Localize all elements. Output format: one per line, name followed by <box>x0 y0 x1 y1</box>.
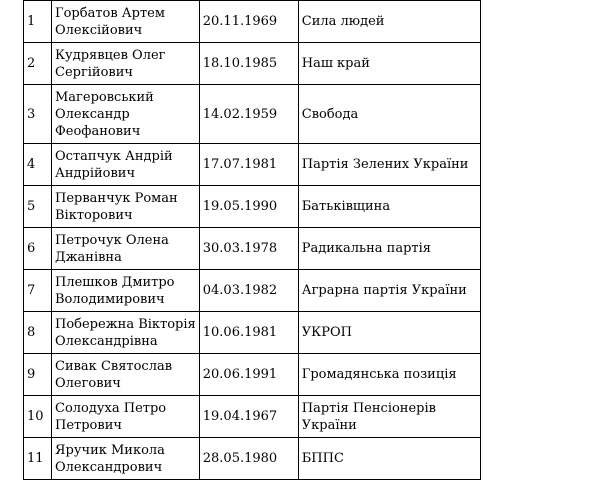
party-name <box>298 43 480 85</box>
name-line: Джанівна <box>55 249 122 265</box>
table-row <box>24 228 481 270</box>
birth-date: 17.07.1981 <box>199 144 298 186</box>
party-name <box>298 1 480 43</box>
candidate-name <box>52 354 200 396</box>
name-line: Плешков Дмитро <box>55 274 175 290</box>
party-name <box>298 85 480 144</box>
row-number: 3 <box>24 85 52 144</box>
candidate-name <box>52 228 200 270</box>
candidate-name <box>52 43 200 85</box>
party-text: БППС <box>301 451 344 466</box>
name-line: Остапчук Андрій <box>55 148 173 164</box>
table-row <box>24 438 481 480</box>
row-number: 11 <box>24 438 52 480</box>
candidate-name <box>52 312 200 354</box>
party-name <box>298 228 480 270</box>
row-number: 10 <box>24 396 52 438</box>
party-name <box>298 354 480 396</box>
name-line: Петрочук Олена <box>55 232 169 248</box>
candidate-name <box>52 144 200 186</box>
name-line: Магеровський <box>55 89 154 105</box>
name-line: Олексійович <box>55 22 143 38</box>
name-line: Олександрівна <box>55 333 158 349</box>
candidate-name <box>52 396 200 438</box>
candidate-name <box>52 85 200 144</box>
party-text: Батьківщина <box>301 199 391 214</box>
name-line: Олександрович <box>55 459 163 475</box>
name-line: Олександр <box>55 106 130 122</box>
birth-date: 28.05.1980 <box>199 438 298 480</box>
table-row <box>24 43 481 85</box>
table-row <box>24 312 481 354</box>
party-text: Аграрна партія України <box>301 283 467 298</box>
birth-date: 20.11.1969 <box>199 1 298 43</box>
table-row <box>24 354 481 396</box>
party-text: Радикальна партія <box>301 241 431 256</box>
row-number: 4 <box>24 144 52 186</box>
party-text: Громадянська позиція <box>301 367 457 382</box>
table-row <box>24 85 481 144</box>
name-line: Сивак Святослав <box>55 358 173 374</box>
name-line: Яручик Микола <box>55 442 165 458</box>
name-line: Петрович <box>55 417 122 433</box>
row-number: 7 <box>24 270 52 312</box>
party-text: УКРОП <box>301 325 352 340</box>
row-number: 9 <box>24 354 52 396</box>
name-line: Олегович <box>55 375 121 391</box>
candidate-name <box>52 1 200 43</box>
birth-date: 10.06.1981 <box>199 312 298 354</box>
row-number: 6 <box>24 228 52 270</box>
row-number: 8 <box>24 312 52 354</box>
name-line: Побережна Вікторія <box>55 316 196 332</box>
name-line: Горбатов Артем <box>55 5 165 21</box>
table-row <box>24 1 481 43</box>
birth-date: 04.03.1982 <box>199 270 298 312</box>
name-line: Кудрявцев Олег <box>55 47 166 63</box>
name-line: Андрійович <box>55 165 136 181</box>
party-name <box>298 312 480 354</box>
birth-date: 14.02.1959 <box>199 85 298 144</box>
party-name <box>298 186 480 228</box>
row-number: 2 <box>24 43 52 85</box>
candidate-name <box>52 186 200 228</box>
name-line: Перванчук Роман <box>55 190 178 206</box>
party-text: Наш край <box>301 56 370 71</box>
name-line: Сергійович <box>55 64 133 80</box>
party-text: Партія Пенсіонерів України <box>301 400 436 433</box>
table-row <box>24 144 481 186</box>
row-number: 5 <box>24 186 52 228</box>
candidates-table-body <box>24 1 481 480</box>
party-name <box>298 396 480 438</box>
candidate-name <box>52 438 200 480</box>
name-line: Солодуха Петро <box>55 400 167 416</box>
party-text: Свобода <box>301 106 359 122</box>
candidate-name <box>52 270 200 312</box>
name-line: Феофанович <box>55 123 141 139</box>
table-row <box>24 270 481 312</box>
candidates-table <box>23 0 481 480</box>
birth-date: 30.03.1978 <box>199 228 298 270</box>
birth-date: 20.06.1991 <box>199 354 298 396</box>
name-line: Володимирович <box>55 291 165 307</box>
birth-date: 19.04.1967 <box>199 396 298 438</box>
birth-date: 18.10.1985 <box>199 43 298 85</box>
party-text: Сила людей <box>301 14 385 29</box>
row-number: 1 <box>24 1 52 43</box>
table-row <box>24 186 481 228</box>
table-row <box>24 396 481 438</box>
party-name <box>298 270 480 312</box>
party-name <box>298 144 480 186</box>
party-name <box>298 438 480 480</box>
party-text: Партія Зелених України <box>301 157 469 172</box>
birth-date: 19.05.1990 <box>199 186 298 228</box>
name-line: Вікторович <box>55 207 133 223</box>
